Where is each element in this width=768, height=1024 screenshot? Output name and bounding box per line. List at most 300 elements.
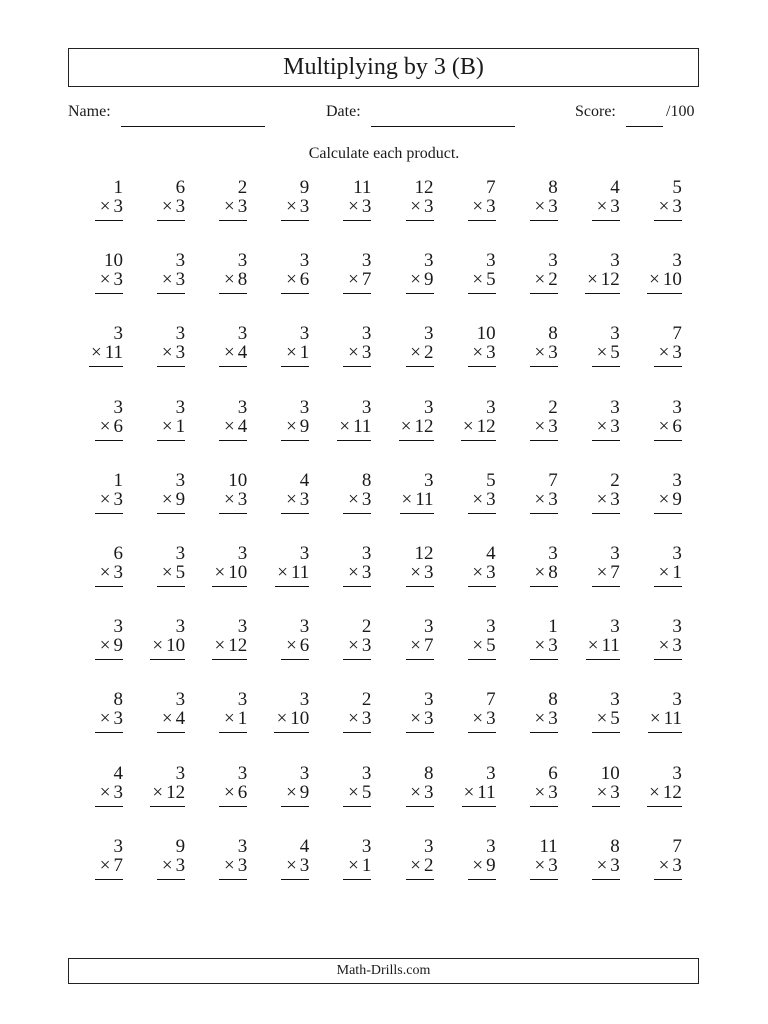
answer-line bbox=[343, 293, 371, 294]
multiply-sign: × bbox=[400, 415, 412, 437]
problem-top-number: 6 bbox=[175, 177, 186, 198]
answer-line bbox=[343, 586, 371, 587]
footer-text: Math-Drills.com bbox=[336, 963, 431, 978]
multiply-sign: × bbox=[223, 342, 235, 364]
problem-bottom-row bbox=[597, 783, 620, 803]
problem-bottom-row bbox=[464, 783, 496, 803]
problem bbox=[498, 617, 558, 667]
problem-bottom-number: 10 bbox=[290, 708, 310, 730]
problem bbox=[187, 471, 247, 521]
problem-bottom-number: 3 bbox=[610, 488, 620, 510]
problem bbox=[498, 764, 558, 814]
problem bbox=[622, 617, 682, 667]
problem-top-number: 2 bbox=[361, 616, 372, 638]
problem bbox=[63, 471, 123, 521]
problem bbox=[125, 544, 185, 594]
problem bbox=[436, 398, 496, 448]
answer-line bbox=[219, 513, 247, 514]
problem-top-number: 3 bbox=[486, 762, 496, 784]
problem bbox=[436, 324, 496, 374]
problem-bottom-number: 5 bbox=[486, 269, 496, 291]
answer-line bbox=[95, 732, 123, 733]
problem-bottom-row bbox=[100, 709, 123, 729]
problem-bottom-number: 7 bbox=[610, 562, 620, 583]
footer bbox=[68, 958, 699, 984]
problem-bottom-row bbox=[224, 343, 247, 363]
problem-bottom-row bbox=[162, 563, 185, 583]
problem-top-number: 2 bbox=[361, 689, 372, 711]
score-label: Score: bbox=[575, 103, 616, 120]
problem-bottom-row bbox=[286, 490, 309, 510]
multiply-sign: × bbox=[410, 196, 421, 217]
problem-top-number: 3 bbox=[610, 689, 620, 711]
problem-top-number: 3 bbox=[361, 835, 372, 857]
problem-top-number: 3 bbox=[237, 762, 248, 784]
problem-bottom-row bbox=[162, 343, 185, 363]
multiply-sign: × bbox=[99, 415, 111, 437]
problem-bottom-number: 9 bbox=[113, 635, 123, 657]
problem-top-number: 8 bbox=[424, 762, 434, 784]
problem bbox=[374, 544, 434, 594]
problem-bottom-row bbox=[224, 270, 247, 290]
problem-top-number: 4 bbox=[113, 762, 123, 784]
answer-line bbox=[343, 220, 371, 221]
multiply-sign: × bbox=[161, 196, 173, 217]
problem bbox=[498, 324, 558, 374]
problem-bottom-row bbox=[162, 856, 185, 876]
answer-line bbox=[647, 293, 682, 294]
multiply-sign: × bbox=[214, 635, 226, 657]
problem-bottom-number: 3 bbox=[672, 196, 682, 217]
problem-bottom-row bbox=[224, 417, 247, 437]
problem-top-number: 3 bbox=[175, 396, 186, 418]
answer-line bbox=[219, 293, 247, 294]
problem-bottom-row bbox=[649, 270, 682, 290]
multiply-sign: × bbox=[534, 415, 546, 437]
answer-line bbox=[89, 366, 123, 367]
problem bbox=[187, 617, 247, 667]
multiply-sign: × bbox=[348, 488, 359, 510]
multiply-sign: × bbox=[463, 781, 475, 803]
problem-bottom-number: 3 bbox=[113, 562, 123, 583]
multiply-sign: × bbox=[658, 415, 670, 437]
multiply-sign: × bbox=[410, 854, 421, 876]
problem-bottom-row bbox=[348, 270, 371, 290]
problem bbox=[311, 398, 371, 448]
answer-line bbox=[654, 879, 682, 880]
answer-line bbox=[219, 366, 247, 367]
problem-bottom-row bbox=[472, 563, 495, 583]
problem bbox=[63, 324, 123, 374]
problem-top-number: 11 bbox=[353, 177, 372, 198]
problem-bottom-number: 3 bbox=[486, 708, 496, 730]
multiply-sign: × bbox=[596, 415, 608, 437]
problem-bottom-row bbox=[534, 709, 557, 729]
problem bbox=[125, 251, 185, 301]
problem-bottom-row bbox=[534, 270, 557, 290]
multiply-sign: × bbox=[161, 415, 173, 437]
problem bbox=[249, 764, 309, 814]
problem-bottom-row bbox=[534, 636, 557, 656]
problem-top-number: 8 bbox=[361, 469, 372, 491]
problem-bottom-number: 3 bbox=[175, 196, 186, 217]
answer-line bbox=[157, 440, 185, 441]
problem-bottom-row bbox=[401, 490, 433, 510]
problem-bottom-number: 6 bbox=[237, 781, 248, 803]
answer-line bbox=[406, 366, 434, 367]
answer-line bbox=[281, 366, 309, 367]
answer-line bbox=[586, 659, 620, 660]
problem bbox=[622, 178, 682, 228]
multiply-sign: × bbox=[223, 708, 235, 730]
problem bbox=[311, 690, 371, 740]
problem-top-number: 3 bbox=[113, 835, 123, 857]
multiply-sign: × bbox=[90, 342, 102, 364]
problem-top-number: 3 bbox=[237, 689, 248, 711]
problem-bottom-row bbox=[348, 783, 371, 803]
problem-top-number: 3 bbox=[299, 323, 310, 345]
answer-line bbox=[468, 513, 496, 514]
problem-bottom-row bbox=[100, 783, 123, 803]
answer-line bbox=[95, 806, 123, 807]
multiply-sign: × bbox=[472, 488, 484, 510]
multiply-sign: × bbox=[99, 196, 111, 217]
problem-top-number: 3 bbox=[237, 543, 248, 564]
multiply-sign: × bbox=[348, 854, 359, 876]
problem-bottom-row bbox=[152, 636, 185, 656]
problem-bottom-row bbox=[348, 197, 371, 217]
answer-line bbox=[530, 586, 558, 587]
problem bbox=[436, 617, 496, 667]
problem-bottom-number: 9 bbox=[486, 854, 496, 876]
answer-line bbox=[592, 513, 620, 514]
problem-bottom-row bbox=[224, 783, 247, 803]
problem-top-number: 3 bbox=[610, 543, 620, 564]
problem bbox=[311, 471, 371, 521]
problem-bottom-row bbox=[410, 197, 433, 217]
problem-bottom-row bbox=[286, 270, 309, 290]
problem-bottom-number: 3 bbox=[175, 854, 186, 876]
problem-bottom-row bbox=[214, 636, 247, 656]
problem-top-number: 8 bbox=[113, 689, 123, 711]
problem bbox=[622, 690, 682, 740]
answer-line bbox=[654, 366, 682, 367]
problem-top-number: 3 bbox=[361, 762, 372, 784]
problem-top-number: 3 bbox=[113, 396, 123, 418]
multiply-sign: × bbox=[596, 342, 608, 364]
answer-line bbox=[468, 366, 496, 367]
problem-top-number: 1 bbox=[113, 469, 123, 491]
problem-bottom-number: 9 bbox=[299, 781, 310, 803]
problem bbox=[249, 544, 309, 594]
problem-bottom-row bbox=[588, 636, 620, 656]
problem-bottom-row bbox=[410, 709, 433, 729]
problem-top-number: 3 bbox=[424, 689, 434, 711]
multiply-sign: × bbox=[534, 342, 546, 364]
multiply-sign: × bbox=[534, 488, 546, 510]
problem-top-number: 3 bbox=[672, 396, 682, 418]
problem-bottom-number: 3 bbox=[424, 708, 434, 730]
problem-top-number: 3 bbox=[672, 543, 682, 564]
multiply-sign: × bbox=[223, 488, 235, 510]
multiply-sign: × bbox=[472, 635, 484, 657]
problem-bottom-row bbox=[597, 856, 620, 876]
problem-top-number: 3 bbox=[424, 396, 434, 418]
problem-top-number: 7 bbox=[548, 469, 558, 491]
multiply-sign: × bbox=[286, 781, 297, 803]
multiply-sign: × bbox=[649, 708, 661, 730]
multiply-sign: × bbox=[339, 415, 351, 437]
problem-bottom-number: 11 bbox=[104, 342, 123, 364]
problem bbox=[249, 251, 309, 301]
problem-bottom-row bbox=[277, 563, 309, 583]
problem bbox=[622, 324, 682, 374]
problem-bottom-number: 8 bbox=[237, 269, 248, 291]
multiply-sign: × bbox=[649, 269, 660, 291]
problem bbox=[187, 544, 247, 594]
problem-top-number: 4 bbox=[299, 469, 310, 491]
date-label: Date: bbox=[326, 103, 361, 120]
problem bbox=[560, 324, 620, 374]
problem-top-number: 9 bbox=[175, 835, 186, 857]
problem-bottom-row bbox=[472, 709, 495, 729]
multiply-sign: × bbox=[161, 708, 173, 730]
problem-bottom-number: 7 bbox=[113, 854, 123, 876]
problem-top-number: 3 bbox=[299, 250, 310, 272]
multiply-sign: × bbox=[276, 708, 288, 730]
problem-bottom-row bbox=[162, 197, 185, 217]
problem-top-number: 3 bbox=[672, 469, 682, 491]
problem bbox=[374, 837, 434, 887]
problem-top-number: 5 bbox=[486, 469, 496, 491]
problem bbox=[374, 617, 434, 667]
problem bbox=[63, 617, 123, 667]
problem bbox=[63, 764, 123, 814]
multiply-sign: × bbox=[99, 635, 111, 657]
answer-line bbox=[157, 366, 185, 367]
answer-line bbox=[468, 659, 496, 660]
answer-line bbox=[219, 806, 247, 807]
answer-line bbox=[400, 513, 434, 514]
problem-bottom-row bbox=[597, 343, 620, 363]
answer-line bbox=[530, 366, 558, 367]
problem bbox=[63, 398, 123, 448]
multiply-sign: × bbox=[472, 854, 484, 876]
problem bbox=[498, 471, 558, 521]
problem-bottom-row bbox=[162, 709, 185, 729]
problem-top-number: 3 bbox=[486, 396, 496, 418]
multiply-sign: × bbox=[649, 781, 660, 803]
problem-bottom-number: 3 bbox=[672, 635, 682, 657]
problem-top-number: 10 bbox=[104, 250, 123, 272]
answer-line bbox=[592, 732, 620, 733]
problem-bottom-row bbox=[659, 563, 682, 583]
problem-top-number: 6 bbox=[113, 543, 123, 564]
problem-bottom-row bbox=[286, 856, 309, 876]
multiply-sign: × bbox=[658, 854, 670, 876]
multiply-sign: × bbox=[587, 635, 599, 657]
answer-line bbox=[274, 732, 309, 733]
answer-line bbox=[530, 293, 558, 294]
problem-bottom-number: 12 bbox=[476, 415, 496, 437]
answer-line bbox=[157, 513, 185, 514]
answer-line bbox=[95, 659, 123, 660]
answer-line bbox=[647, 806, 682, 807]
problem-bottom-row bbox=[348, 856, 371, 876]
multiply-sign: × bbox=[534, 562, 546, 583]
problem bbox=[63, 251, 123, 301]
answer-line bbox=[281, 659, 309, 660]
problem bbox=[125, 690, 185, 740]
problem bbox=[498, 690, 558, 740]
answer-line bbox=[530, 220, 558, 221]
multiply-sign: × bbox=[596, 854, 608, 876]
answer-line bbox=[212, 586, 247, 587]
problem-bottom-row bbox=[100, 197, 123, 217]
answer-line bbox=[530, 806, 558, 807]
problem-bottom-row bbox=[100, 636, 123, 656]
problem-top-number: 3 bbox=[237, 250, 248, 272]
problem-bottom-number: 3 bbox=[548, 781, 558, 803]
problem-bottom-row bbox=[659, 417, 682, 437]
problem-top-number: 8 bbox=[610, 835, 620, 857]
multiply-sign: × bbox=[596, 196, 608, 217]
problem-bottom-row bbox=[162, 490, 185, 510]
problem-top-number: 11 bbox=[539, 835, 558, 857]
problem bbox=[311, 324, 371, 374]
problem bbox=[560, 617, 620, 667]
problem bbox=[374, 764, 434, 814]
problem-top-number: 8 bbox=[548, 323, 558, 345]
answer-line bbox=[337, 440, 371, 441]
score-total: /100 bbox=[666, 103, 695, 120]
answer-line bbox=[592, 366, 620, 367]
answer-line bbox=[157, 293, 185, 294]
problem-bottom-number: 3 bbox=[299, 488, 310, 510]
problem-bottom-row bbox=[286, 417, 309, 437]
answer-line bbox=[592, 806, 620, 807]
problem-bottom-number: 3 bbox=[299, 854, 310, 876]
problem bbox=[622, 251, 682, 301]
problem-top-number: 3 bbox=[424, 323, 434, 345]
problem bbox=[63, 178, 123, 228]
problem-bottom-number: 3 bbox=[237, 196, 248, 217]
problem bbox=[560, 544, 620, 594]
problem bbox=[498, 837, 558, 887]
answer-line bbox=[95, 220, 123, 221]
multiply-sign: × bbox=[223, 781, 235, 803]
problem-bottom-row bbox=[348, 563, 371, 583]
problem-bottom-row bbox=[401, 417, 434, 437]
problem-bottom-number: 3 bbox=[113, 488, 123, 510]
problem bbox=[249, 178, 309, 228]
problem-bottom-row bbox=[277, 709, 310, 729]
problem-bottom-number: 1 bbox=[672, 562, 682, 583]
problem-bottom-row bbox=[410, 343, 433, 363]
problem-top-number: 3 bbox=[610, 616, 620, 638]
problem-top-number: 10 bbox=[228, 469, 248, 491]
answer-line bbox=[343, 806, 371, 807]
problem bbox=[498, 544, 558, 594]
problem-bottom-row bbox=[587, 270, 620, 290]
multiply-sign: × bbox=[658, 196, 670, 217]
problem bbox=[187, 398, 247, 448]
multiply-sign: × bbox=[462, 415, 474, 437]
problem-bottom-row bbox=[152, 783, 185, 803]
answer-line bbox=[406, 586, 434, 587]
multiply-sign: × bbox=[410, 781, 421, 803]
problem-top-number: 3 bbox=[299, 762, 310, 784]
problem bbox=[622, 764, 682, 814]
problem-bottom-row bbox=[100, 490, 123, 510]
problem-bottom-number: 3 bbox=[361, 635, 372, 657]
multiply-sign: × bbox=[161, 269, 173, 291]
problem bbox=[187, 324, 247, 374]
problem-top-number: 3 bbox=[237, 616, 248, 638]
problem-bottom-number: 3 bbox=[113, 196, 123, 217]
answer-line bbox=[468, 879, 496, 880]
multiply-sign: × bbox=[99, 708, 111, 730]
problem-bottom-number: 3 bbox=[175, 269, 186, 291]
problem-bottom-number: 3 bbox=[237, 488, 248, 510]
problem bbox=[498, 251, 558, 301]
problem-top-number: 3 bbox=[424, 616, 434, 638]
problem bbox=[560, 178, 620, 228]
problem-top-number: 5 bbox=[672, 177, 682, 198]
problem-bottom-row bbox=[650, 709, 682, 729]
multiply-sign: × bbox=[534, 635, 546, 657]
problem bbox=[125, 178, 185, 228]
problem-bottom-number: 3 bbox=[424, 196, 434, 217]
answer-line bbox=[648, 732, 682, 733]
multiply-sign: × bbox=[286, 342, 297, 364]
multiply-sign: × bbox=[534, 781, 546, 803]
multiply-sign: × bbox=[223, 415, 235, 437]
problem-bottom-number: 3 bbox=[299, 196, 310, 217]
problem-bottom-number: 3 bbox=[548, 415, 558, 437]
problem-top-number: 3 bbox=[175, 323, 186, 345]
problem bbox=[622, 471, 682, 521]
multiply-sign: × bbox=[214, 562, 226, 583]
problem-bottom-number: 3 bbox=[424, 562, 434, 583]
problem-bottom-row bbox=[348, 709, 371, 729]
answer-line bbox=[281, 293, 309, 294]
multiply-sign: × bbox=[534, 196, 546, 217]
multiply-sign: × bbox=[348, 196, 359, 217]
multiply-sign: × bbox=[99, 854, 111, 876]
problem-bottom-row bbox=[286, 636, 309, 656]
multiply-sign: × bbox=[472, 196, 484, 217]
answer-line bbox=[654, 513, 682, 514]
multiply-sign: × bbox=[472, 708, 484, 730]
problem-bottom-number: 2 bbox=[424, 342, 434, 364]
answer-line bbox=[343, 659, 371, 660]
answer-line bbox=[275, 586, 309, 587]
multiply-sign: × bbox=[410, 269, 421, 291]
multiply-sign: × bbox=[410, 708, 421, 730]
answer-line bbox=[406, 879, 434, 880]
problem bbox=[125, 324, 185, 374]
problem-bottom-number: 3 bbox=[672, 854, 682, 876]
problem-top-number: 3 bbox=[175, 762, 186, 784]
problem bbox=[622, 398, 682, 448]
multiply-sign: × bbox=[472, 269, 484, 291]
problem-bottom-number: 3 bbox=[486, 488, 496, 510]
problem-top-number: 3 bbox=[361, 396, 372, 418]
problem-bottom-number: 9 bbox=[672, 488, 682, 510]
problem bbox=[560, 471, 620, 521]
problem bbox=[311, 764, 371, 814]
